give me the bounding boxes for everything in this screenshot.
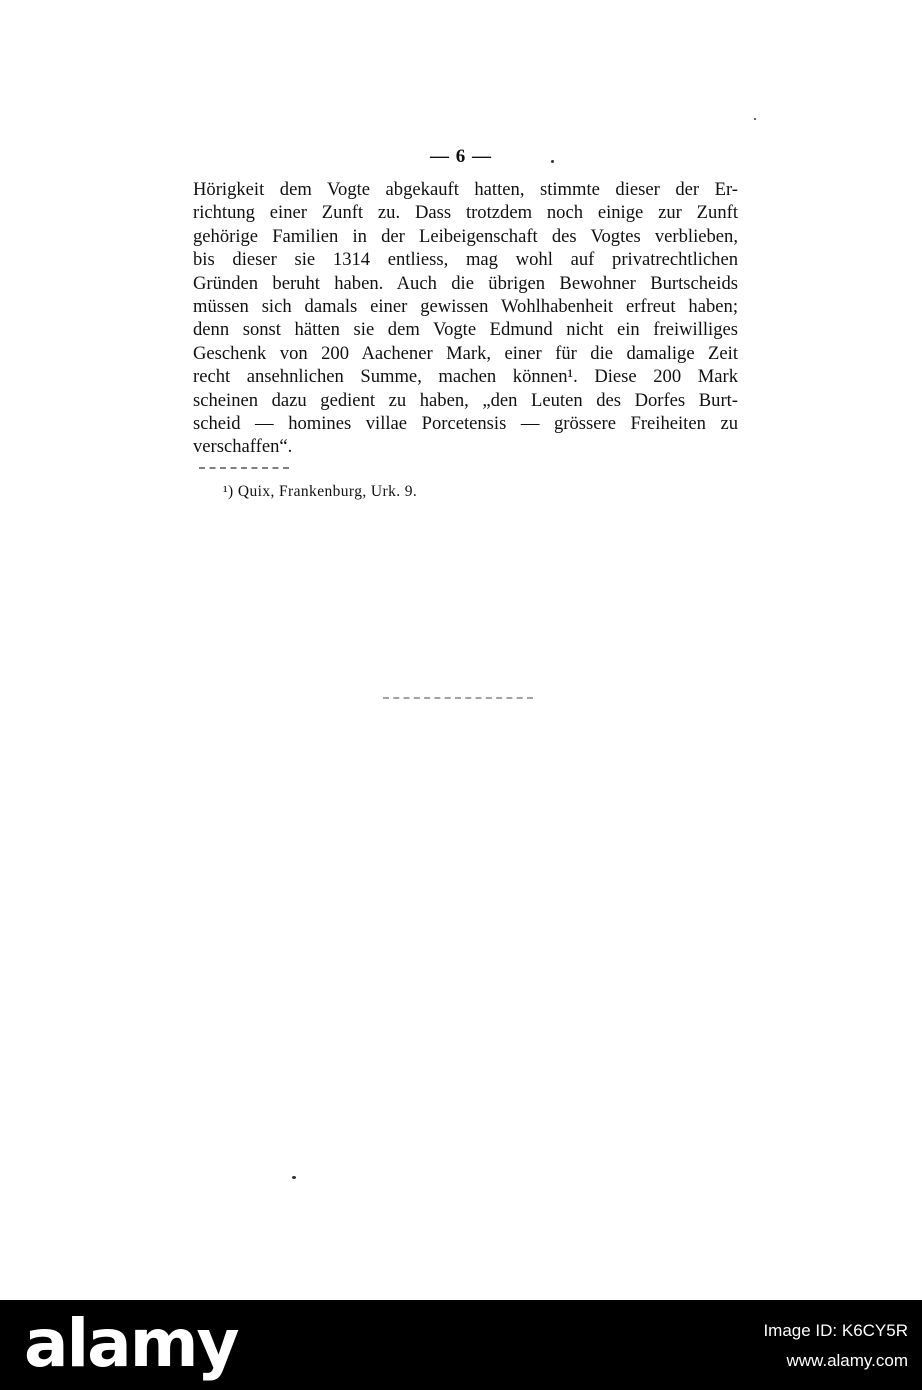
footnote-text: Quix, Frankenburg, Urk. 9. — [237, 483, 418, 500]
site-url: www.alamy.com — [786, 1351, 908, 1370]
image-credit — [763, 1316, 908, 1376]
text-line: verschaffen“. — [193, 436, 293, 458]
text-line: denn sonst hätten sie dem Vogte Edmund nicht ein freiwilliges — [193, 319, 738, 341]
body-paragraph — [193, 178, 738, 459]
text-line: müssen sich damals einer gewissen Wohlhabenheit erfreut haben; — [193, 295, 738, 317]
footnote — [223, 483, 417, 501]
text-line: Geschenk von 200 Aachener Mark, einer für die damalige Zeit — [193, 342, 738, 364]
text-line: Gründen beruht haben. Auch die übrigen Bewohner Burtscheids — [193, 272, 738, 294]
text-line: recht ansehnlichen Summe, machen können¹. Diese 200 Mark — [193, 366, 738, 388]
alamy-logo: alamy — [24, 1305, 238, 1382]
end-divider — [383, 697, 533, 699]
text-line: gehörige Familien in der Leibeigenschaft des Vogtes verblieben, — [193, 225, 738, 247]
text-line: Hörigkeit dem Vogte abgekauft hatten, stimmte dieser der Er- — [193, 179, 738, 200]
text-line: scheid — homines villae Porcetensis — grössere Freiheiten zu — [193, 412, 738, 434]
page-number: — 6 — — [430, 146, 492, 167]
scan-speck — [551, 160, 554, 163]
text-line: bis dieser sie 1314 entliess, mag wohl auf privatrechtlichen — [193, 249, 738, 271]
image-id-text: Image ID: K6CY5R — [763, 1321, 908, 1340]
text-line: scheinen dazu gedient zu haben, „den Leuten des Dorfes Burt- — [193, 389, 738, 411]
text-line: richtung einer Zunft zu. Dass trotzdem noch einige zur Zunft — [193, 202, 738, 224]
scan-speck — [292, 1176, 296, 1179]
footnote-marker: ¹) — [223, 483, 234, 500]
footnote-divider — [199, 467, 289, 469]
scan-speck — [754, 118, 756, 120]
